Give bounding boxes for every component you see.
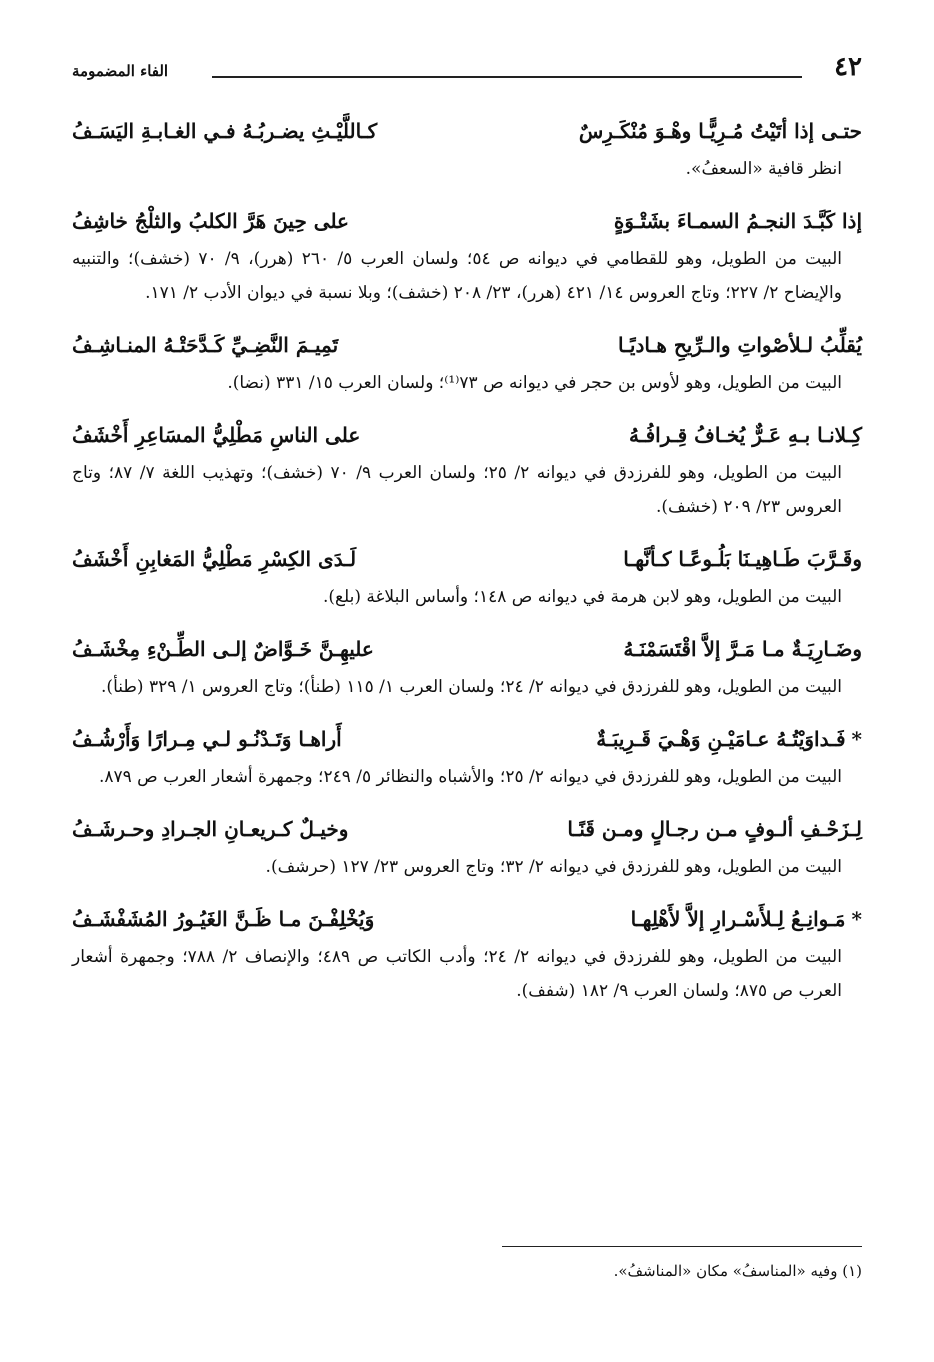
- verse-note: البيت من الطويل، وهو للفرزدق في ديوانه ٢/ ٣٢؛ وتاج العروس ٢٣/ ١٢٧ (حرشف).: [265, 857, 842, 877]
- page-content: [72, 110, 862, 1022]
- verse-note: البيت من الطويل، وهو للقطامي في ديوانه ص ٥٤؛ ولسان العرب ٥/ ٢٦٠ (هرر)، ٩/ ٧٠ (خشف)؛ والتنبيه والإيضاح ٢/ ٢٢٧؛ وتاج العروس ١٤/ ٤٢١ (هرر)، ٢٣/ ٢٠٨ (خشف)؛ وبلا نسبة في ديوان الأدب ٢/ ١٧١.: [72, 249, 842, 303]
- verse-entry: [72, 324, 862, 400]
- star-marker: *: [851, 907, 862, 931]
- running-title: الفاء المضمومة: [72, 62, 169, 80]
- hemistich-second: على حِينَ هَرَّ الكلبُ والثلْجُ خاشِفُ: [72, 209, 349, 233]
- verse-note: انظر قافية «السعفُ».: [685, 159, 842, 179]
- hemistich-second: على الناسِ مَطْلِيُّ المسَاعِرِ أَخْشَفُ: [72, 423, 361, 447]
- hemistich-text: فَـداوَيْتُـهُ عـامَيْـنِ وَهْـيَ قَـرِيبَـةٌ: [596, 727, 846, 751]
- verse-line: [72, 628, 862, 670]
- footnote: (١) وفيه «المناسفُ» مكان «المناشفُ».: [613, 1262, 862, 1280]
- hemistich-first: يُقلِّبُ لـلأصْواتِ والـرِّيحِ هـاديًـا: [617, 333, 862, 357]
- hemistich-first: وضَـارِيَـةٌ مـا مَـرَّ إلاَّ اقْتَسَمْنَـهُ: [623, 637, 862, 661]
- hemistich-second: وَيُخْلِفْـنَ مـا ظَـنَّ الغَيُـورُ المُشَفْشَـفُ: [72, 907, 375, 931]
- footnote-rule: [502, 1246, 862, 1247]
- verse-line: [72, 414, 862, 456]
- verse-line: [72, 718, 862, 760]
- star-marker: *: [851, 727, 862, 751]
- verse-note: البيت من الطويل، وهو لأوس بن حجر في ديوانه ص ٧٣⁽¹⁾؛ ولسان العرب ١٥/ ٣٣١ (نضا).: [227, 373, 842, 393]
- hemistich-first: وقَـرَّبَ طَـاهِيـنَا بَلُـوعًـا كـأنَّهـا: [623, 547, 862, 571]
- hemistich-first: لِـزَحْـفِ ألـوفٍ مـن رجـالٍ ومـن قَنًـا: [567, 817, 862, 841]
- hemistich-first: كِـلانـا بـهِ عَـرٌّ يُخـافُ قِـرافُـهُ: [629, 423, 862, 447]
- verse-note: البيت من الطويل، وهو للفرزدق في ديوانه ٢/ ٢٤؛ وأدب الكاتب ص ٤٨٩؛ والإنصاف ٢/ ٧٨٨؛ وجمهرة أشعار العرب ص ٨٧٥؛ ولسان العرب ٩/ ١٨٢ (شفف).: [72, 947, 842, 1001]
- hemistich-first: إذا كَبَّـدَ النجـمُ السمـاءَ بشَتْـوَةٍ: [613, 209, 862, 233]
- header-rule: [212, 76, 802, 78]
- verse-line: [72, 538, 862, 580]
- verse-line: [72, 200, 862, 242]
- verse-entry: [72, 200, 862, 310]
- hemistich-first: [631, 898, 862, 940]
- verse-note: البيت من الطويل، وهو للفرزدق في ديوانه ٢/ ٢٤؛ ولسان العرب ١/ ١١٥ (طنأ)؛ وتاج العروس ١/ ٣٢٩ (طنأ).: [101, 677, 842, 697]
- verse-note: البيت من الطويل، وهو للفرزدق في ديوانه ٢/ ٢٥؛ والأشباه والنظائر ٥/ ٢٤٩؛ وجمهرة أشعار العرب ص ٨٧٩.: [98, 767, 842, 787]
- verse-entry: [72, 718, 862, 794]
- verse-entry: [72, 898, 862, 1008]
- verse-entry: [72, 538, 862, 614]
- hemistich-second: وخيـلٌ كـريعـانِ الجـرادِ وحـرشَـفُ: [72, 817, 349, 841]
- hemistich-second: عليهِـنَّ خَـوَّاضٌ إلـى الطِّـنْءِ مِخْشَـفُ: [72, 637, 374, 661]
- verse-line: [72, 324, 862, 366]
- hemistich-second: لَـدَى الكِسْرِ مَطْلِيُّ المَغابِنِ أَخْشَفُ: [72, 547, 357, 571]
- verse-entry: [72, 808, 862, 884]
- verse-line: [72, 808, 862, 850]
- hemistich-text: مَـوانِـعُ لِـلأَسْـرارِ إلاَّ لأَهْلِهـا: [630, 907, 846, 931]
- verse-entry: [72, 628, 862, 704]
- page-header: [72, 52, 862, 88]
- verse-line: [72, 110, 862, 152]
- verse-entry: [72, 110, 862, 186]
- page-number: ٤٢: [834, 52, 862, 82]
- hemistich-second: أَراهـا وَتَـدْنُـو لـي مِـرارًا وَأَرْشُـفُ: [72, 727, 342, 751]
- hemistich-second: كـاللَّيْـثِ يضـربُـهُ فـي الغـابـةِ اليَسَـفُ: [72, 119, 378, 143]
- verse-line: [72, 898, 862, 940]
- hemistich-first: حتـى إذا أتَيْتُ مُـرِيًّـا وهْـوَ مُنْكَـرِسٌ: [578, 119, 862, 143]
- verse-entry: [72, 414, 862, 524]
- hemistich-first: [596, 718, 862, 760]
- verse-note: البيت من الطويل، وهو لابن هرمة في ديوانه ص ١٤٨؛ وأساس البلاغة (بلع).: [322, 587, 842, 607]
- verse-note: البيت من الطويل، وهو للفرزدق في ديوانه ٢/ ٢٥؛ ولسان العرب ٩/ ٧٠ (خشف)؛ وتهذيب اللغة ٧/ ٨٧؛ وتاج العروس ٢٣/ ٢٠٩ (خشف).: [72, 463, 842, 517]
- hemistich-second: تَمِيـمَ النَّضِـيِّ كَـدَّحَتْـهُ المنـاشِـفُ: [72, 333, 339, 357]
